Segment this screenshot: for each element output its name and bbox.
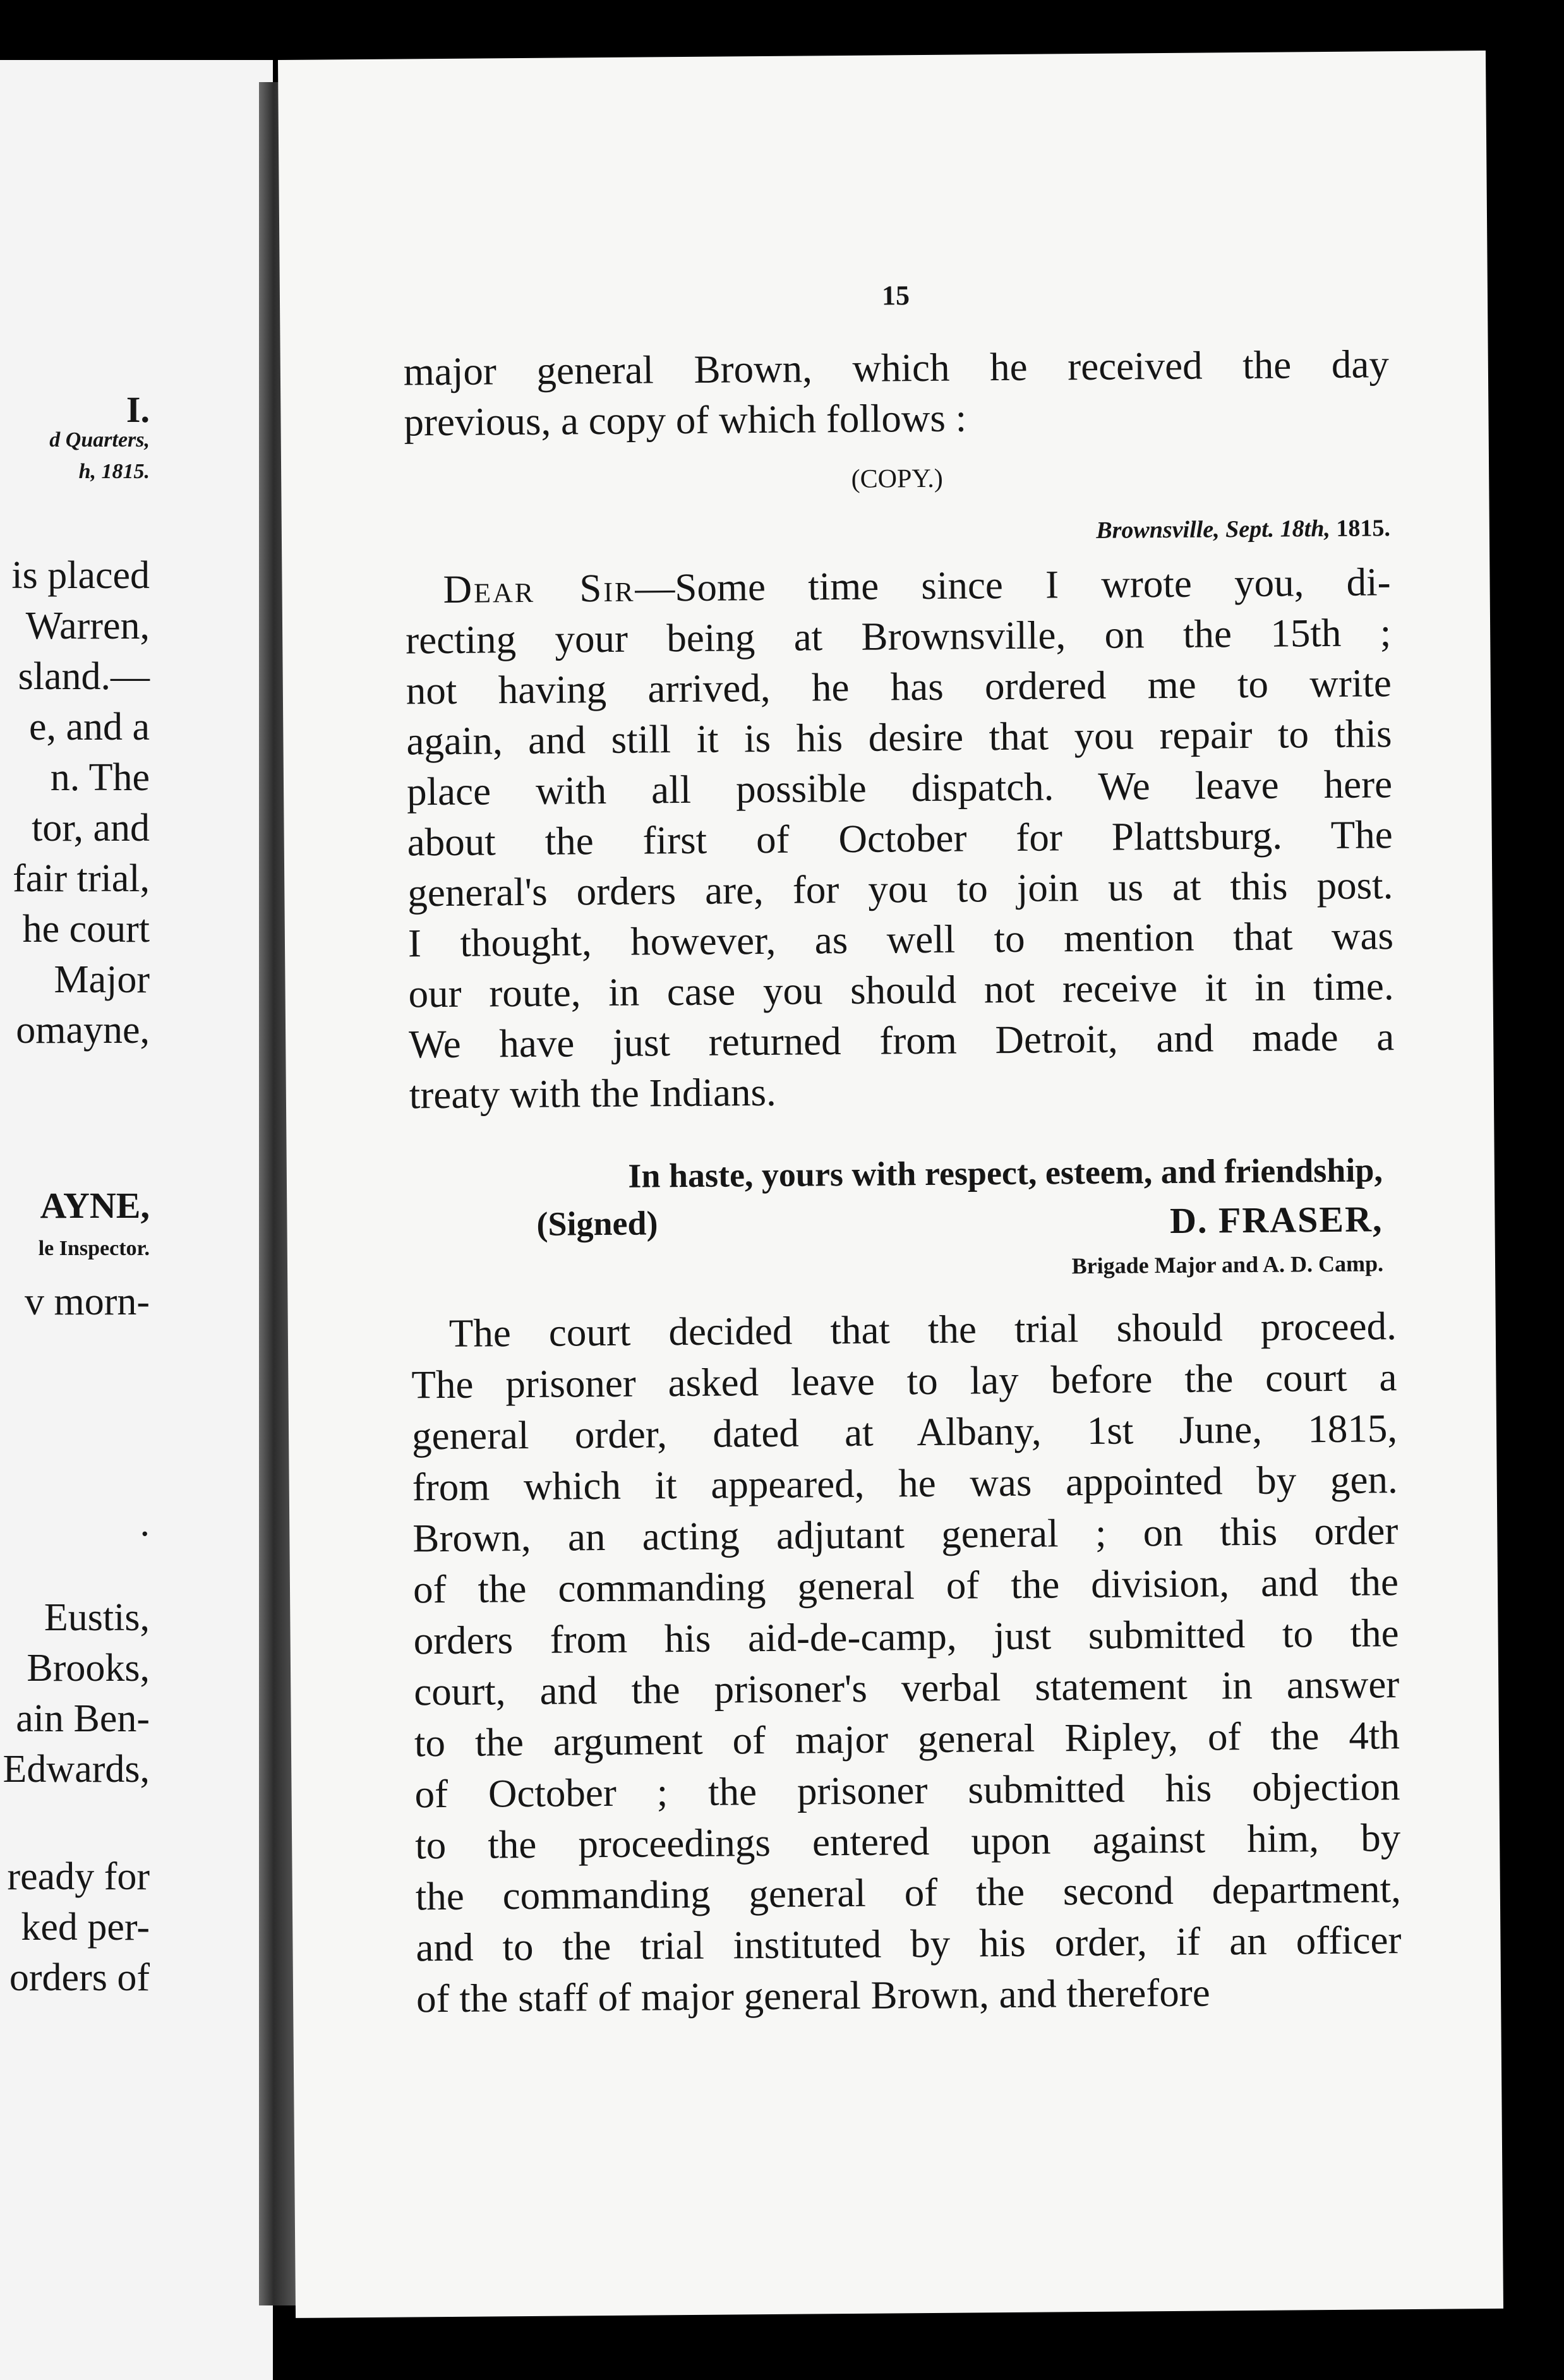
body-line: the commanding general of the second department, <box>415 1866 1402 1919</box>
letter-line: recting your being at Brownsville, on the 15th ; <box>405 610 1392 663</box>
left-page-line: ready for <box>7 1855 150 1898</box>
body-line: of the staff of major general Brown, and therefore <box>416 1970 1210 2021</box>
letter-line <box>443 556 1391 615</box>
left-page-fragment <box>0 60 273 2380</box>
page-content <box>401 51 1402 2021</box>
letter-line-text: —Some time since I wrote you, di- <box>635 560 1391 610</box>
letter-line: again, and still it is his desire that you repair to this <box>406 711 1392 764</box>
dateline-date: Sept. 18th, <box>1225 515 1331 543</box>
body-line: from which it appeared, he was appointed by gen. <box>412 1457 1398 1510</box>
left-page-line: omayne, <box>16 1009 150 1052</box>
letter-line: place with all possible dispatch. We leave here <box>406 762 1393 814</box>
left-page-line: n. The <box>50 756 150 799</box>
copy-label: (COPY.) <box>851 464 943 494</box>
left-page-line: . <box>140 1501 150 1544</box>
letter-signer: D. FRASER, <box>1169 1198 1383 1241</box>
body-line: of the commanding general of the division, and the <box>412 1560 1399 1612</box>
letter-signed: (Signed) <box>536 1204 658 1243</box>
letter-closing: In haste, yours with respect, esteem, and friendship, <box>628 1151 1383 1195</box>
left-page-line: h, 1815. <box>78 460 150 483</box>
letter-signer-title: Brigade Major and A. D. Camp. <box>1071 1251 1384 1279</box>
dateline-year: 1815. <box>1336 515 1391 542</box>
body-line: The prisoner asked leave to lay before the court a <box>411 1355 1397 1407</box>
left-page-line: Brooks, <box>27 1647 150 1690</box>
body-line: and to the trial instituted by his order, if an officer <box>416 1918 1402 1970</box>
body-line: to the argument of major general Ripley, of the 4th <box>414 1713 1400 1765</box>
dateline-place: Brownsville, <box>1096 516 1220 544</box>
left-page-line: he court <box>22 908 150 951</box>
left-page-line: v morn- <box>24 1280 150 1323</box>
right-page <box>278 51 1503 2318</box>
body-line: Brown, an acting adjutant general ; on this order <box>412 1508 1399 1561</box>
body-line: of October ; the prisoner submitted his objection <box>414 1764 1400 1817</box>
left-page-line: Warren, <box>25 604 150 647</box>
left-page-line: I. <box>126 389 150 430</box>
letter-dateline <box>1096 514 1390 544</box>
left-page-line: e, and a <box>28 706 150 748</box>
opening-line: major general Brown, which he received the day <box>403 342 1390 394</box>
left-page-line: fair trial, <box>13 857 150 900</box>
left-page-line: ked per- <box>21 1906 150 1949</box>
body-line: general order, dated at Albany, 1st June, 1815, <box>411 1406 1398 1458</box>
letter-line: about the first of October for Plattsburg. The <box>407 812 1393 865</box>
left-page-line: Edwards, <box>3 1748 150 1791</box>
letter-line: general's orders are, for you to join us at this post. <box>407 863 1393 915</box>
left-page-line: Major <box>54 958 150 1001</box>
left-page-line: orders of <box>9 1956 150 1999</box>
page-number: 15 <box>881 280 910 311</box>
left-page-line: AYNE, <box>40 1185 150 1226</box>
letter-line: I thought, however, as well to mention that was <box>407 913 1394 966</box>
body-line: court, and the prisoner's verbal statement in answer <box>414 1662 1400 1714</box>
letter-salutation: Dear Sir <box>443 565 635 611</box>
opening-line: previous, a copy of which follows : <box>404 395 967 445</box>
letter-line: We have just returned from Detroit, and made a <box>408 1014 1395 1067</box>
left-page-line: le Inspector. <box>38 1237 150 1260</box>
letter-line: treaty with the Indians. <box>409 1069 776 1117</box>
body-line: The court decided that the trial should proceed. <box>448 1304 1397 1355</box>
left-page-line: sland.— <box>18 655 150 698</box>
left-page-line: tor, and <box>32 807 150 850</box>
body-line: to the proceedings entered upon against him, by <box>414 1815 1401 1868</box>
body-line: orders from his aid-de-camp, just submitted to the <box>413 1611 1399 1663</box>
left-page-line: ain Ben- <box>16 1697 150 1740</box>
left-page-line: is placed <box>11 554 150 597</box>
left-page-line: d Quarters, <box>49 428 150 452</box>
left-page-line: Eustis, <box>44 1596 150 1639</box>
letter-line: our route, in case you should not receive it in time. <box>408 964 1394 1016</box>
letter-line: not having arrived, he has ordered me to write <box>406 661 1392 713</box>
